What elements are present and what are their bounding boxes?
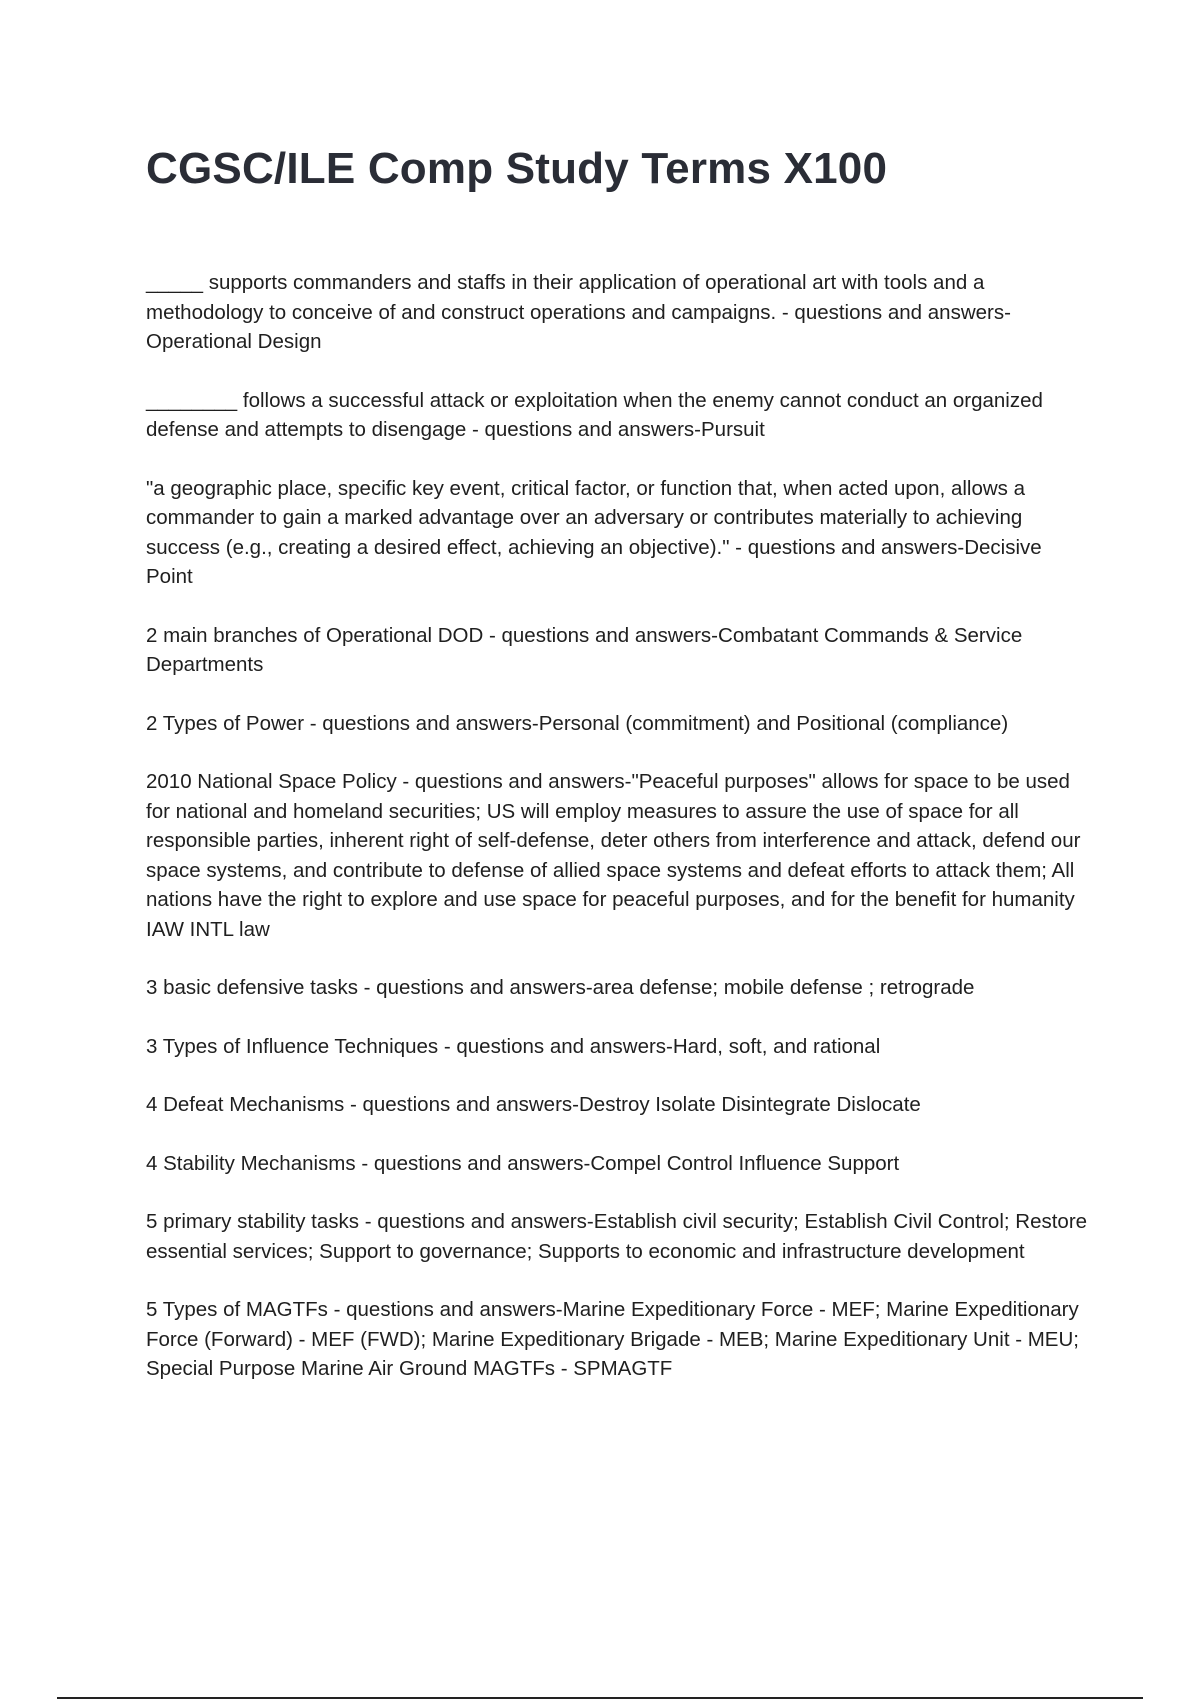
term-entry: 5 primary stability tasks - questions and answers-Establish civil security; Establish Civil Control; Restore essential services; Support to governance; Supports to economic and infrastructure development (146, 1210, 1088, 1263)
term-entry: 2 Types of Power - questions and answers-Personal (commitment) and Positional (compliance) (146, 711, 1009, 735)
term-entry: _____ supports commanders and staffs in their application of operational art with tools and a methodology to conceive of and construct operations and campaigns. - questions and answers-Operational Design (146, 271, 1011, 353)
term-entry: 2010 National Space Policy - questions and answers-"Peaceful purposes" allows for space to be used for national and homeland securities; US will employ measures to assure the use of space for all responsible parties, inherent right of self-defense, deter others from interference and attack, defend our space systems, and contribute to defense of allied space systems and defeat efforts to attack them; All nations have the right to explore and use space for peaceful purposes, and for the benefit for humanity IAW INTL law (146, 770, 1081, 941)
term-entry: 3 Types of Influence Techniques - questions and answers-Hard, soft, and rational (146, 1034, 881, 1058)
footer-divider (57, 1697, 1143, 1699)
study-terms-list (146, 268, 1091, 1413)
term-entry: 3 basic defensive tasks - questions and answers-area defense; mobile defense ; retrograde (146, 976, 975, 999)
term-entry: 5 Types of MAGTFs - questions and answers-Marine Expeditionary Force - MEF; Marine Expeditionary Force (Forward) - MEF (FWD); Marine Expeditionary Brigade - MEB; Marine Expeditionary Unit - MEU; Special Purpose Marine Air Ground MAGTFs - SPMAGTF (146, 1298, 1079, 1380)
term-entry: 4 Defeat Mechanisms - questions and answers-Destroy Isolate Disintegrate Dislocate (146, 1093, 921, 1116)
document-title: CGSC/ILE Comp Study Terms X100 (146, 144, 888, 193)
term-entry: 4 Stability Mechanisms - questions and answers-Compel Control Influence Support (146, 1151, 900, 1175)
term-entry: ________ follows a successful attack or exploitation when the enemy cannot conduct an organized defense and attempts to disengage - questions and answers-Pursuit (146, 388, 1043, 441)
term-entry: "a geographic place, specific key event, critical factor, or function that, when acted upon, allows a commander to gain a marked advantage over an adversary or contributes materially to achieving success (e.g., creating a desired effect, achieving an objective)." - questions and answers-Decisive Point (146, 476, 1042, 588)
term-entry: 2 main branches of Operational DOD - questions and answers-Combatant Commands & Service Departments (146, 623, 1023, 676)
